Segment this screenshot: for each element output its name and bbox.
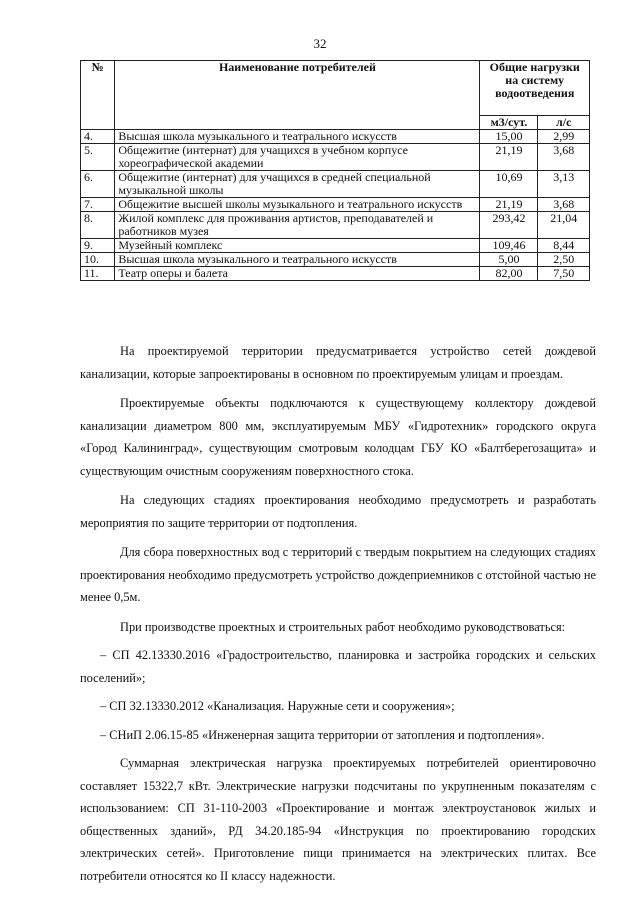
paragraph: Для сбора поверхностных вод с территорий с твердым покрытием на следующих стадиях проектирования необходимо предусмотреть устройство дождеприемников с отстойной частью не менее 0,5м. xyxy=(80,545,596,604)
row-number: 4. xyxy=(81,130,115,144)
paragraph: На проектируемой территории предусматривается устройство сетей дождевой канализации, которые запроектированы в основном по проектируемым улицам и проездам. xyxy=(80,344,596,381)
body-text xyxy=(80,340,596,894)
paragraph: Проектируемые объекты подключаются к существующему коллектору дождевой канализации диаметром 800 мм, эксплуатируемым МБУ «Гидротехник» городского округа «Город Калининград», существующим смотровым колодцам ГБУ КО «Балтберегозащита» и существующим очистным сооружениям поверхностного стока. xyxy=(80,396,596,478)
row-value-m3: 21,19 xyxy=(480,144,538,171)
row-number: 8. xyxy=(81,212,115,239)
table-row xyxy=(81,198,590,212)
row-number: 7. xyxy=(81,198,115,212)
header-load: Общие нагрузки на систему водоотведения xyxy=(480,61,590,116)
row-value-m3: 82,00 xyxy=(480,267,538,281)
row-number: 10. xyxy=(81,253,115,267)
row-name: Общежитие (интернат) для учащихся в учебном корпусе хореографической академии xyxy=(115,144,480,171)
row-number: 5. xyxy=(81,144,115,171)
table-row xyxy=(81,171,590,198)
row-name: Театр оперы и балета xyxy=(115,267,480,281)
row-name: Высшая школа музыкального и театрального искусств xyxy=(115,130,480,144)
row-value-m3: 109,46 xyxy=(480,239,538,253)
header-name: Наименование потребителей xyxy=(115,61,480,130)
row-number: 9. xyxy=(81,239,115,253)
row-name: Общежитие высшей школы музыкального и театрального искусств xyxy=(115,198,480,212)
row-name: Общежитие (интернат) для учащихся в средней специальной музыкальной школы xyxy=(115,171,480,198)
list-item: – СП 42.13330.2016 «Градостроительство, планировка и застройка городских и сельских поселений»; xyxy=(80,648,596,685)
row-value-m3: 15,00 xyxy=(480,130,538,144)
row-name: Музейный комплекс xyxy=(115,239,480,253)
row-value-ls: 2,99 xyxy=(538,130,590,144)
paragraph: При производстве проектных и строительных работ необходимо руководствоваться: xyxy=(120,619,566,634)
row-name: Жилой комплекс для проживания артистов, преподавателей и работников музея xyxy=(115,212,480,239)
header-unit-ls: л/с xyxy=(538,116,590,130)
row-number: 11. xyxy=(81,267,115,281)
table-row xyxy=(81,253,590,267)
table-body xyxy=(81,130,590,281)
row-value-ls: 3,68 xyxy=(538,198,590,212)
consumers-table xyxy=(80,60,590,281)
table-row xyxy=(81,267,590,281)
row-value-ls: 3,68 xyxy=(538,144,590,171)
list-item: – СП 32.13330.2012 «Канализация. Наружные сети и сооружения»; xyxy=(100,699,455,713)
page-number: 32 xyxy=(313,36,327,51)
row-value-m3: 21,19 xyxy=(480,198,538,212)
table-row xyxy=(81,144,590,171)
row-value-ls: 7,50 xyxy=(538,267,590,281)
paragraph: Суммарная электрическая нагрузка проектируемых потребителей ориентировочно составляет 15322,7 кВт. Электрические нагрузки подсчитаны по укрупненным показателям с использованием: СП 31-110-2003 «Проектирование и монтаж электроустановок жилых и общественных зданий», РД 34.20.185-94 «Инструкция по проектированию городских электрических сетей». Приготовление пищи принимается на электрических плитах. Все потребители относятся ко II классу надежности. xyxy=(80,756,596,883)
row-number: 6. xyxy=(81,171,115,198)
list-item: – СНиП 2.06.15-85 «Инженерная защита территории от затопления и подтопления». xyxy=(100,727,545,742)
paragraph: На следующих стадиях проектирования необходимо предусмотреть и разработать мероприятия по защите территории от подтопления. xyxy=(80,493,596,530)
row-name: Высшая школа музыкального и театрального искусств xyxy=(115,253,480,267)
row-value-m3: 293,42 xyxy=(480,212,538,239)
row-value-ls: 2,50 xyxy=(538,253,590,267)
row-value-ls: 8,44 xyxy=(538,239,590,253)
header-num: № xyxy=(81,61,115,130)
table-row xyxy=(81,130,590,144)
row-value-ls: 21,04 xyxy=(538,212,590,239)
row-value-m3: 10,69 xyxy=(480,171,538,198)
table-row xyxy=(81,239,590,253)
table-row xyxy=(81,212,590,239)
row-value-ls: 3,13 xyxy=(538,171,590,198)
header-unit-m3: м3/сут. xyxy=(480,116,538,130)
row-value-m3: 5,00 xyxy=(480,253,538,267)
